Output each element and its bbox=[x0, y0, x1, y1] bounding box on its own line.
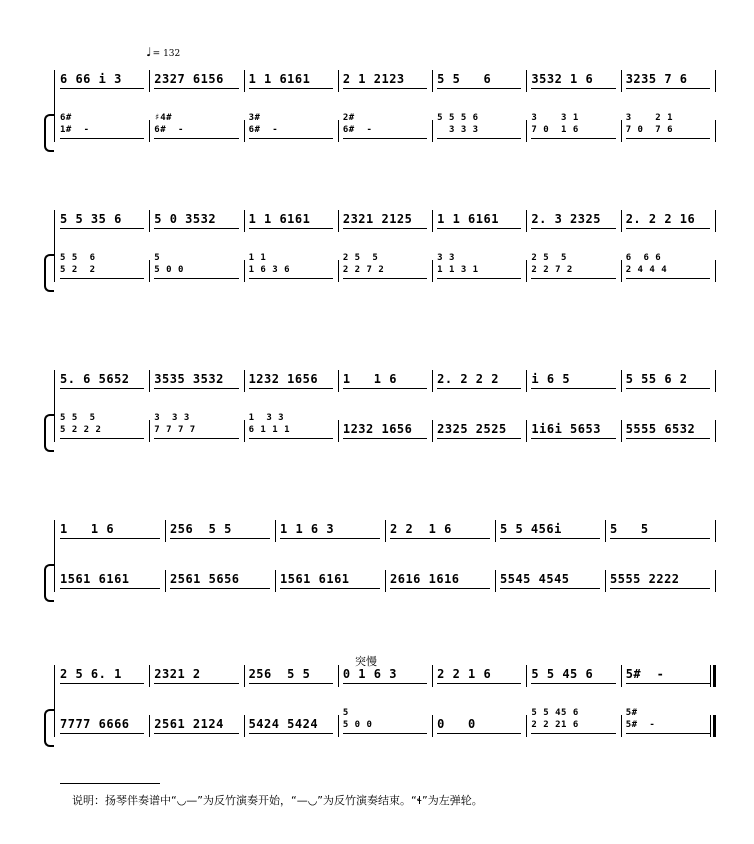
measure-notes: 1 1 6161 bbox=[248, 72, 311, 86]
barline bbox=[715, 70, 716, 92]
measure bbox=[433, 253, 527, 282]
beam-underline bbox=[280, 538, 380, 539]
beam-underline bbox=[154, 388, 238, 389]
system-barline bbox=[54, 665, 55, 737]
measure-notes: 3 3 1 1 3 1 bbox=[437, 253, 479, 275]
measure bbox=[150, 70, 244, 92]
measure-notes: 1 1 6 bbox=[60, 522, 115, 536]
beam-underline bbox=[343, 733, 427, 734]
beam-underline bbox=[249, 683, 333, 684]
measure bbox=[433, 113, 527, 142]
score-system bbox=[0, 665, 754, 749]
measure-notes: 5 5 6 bbox=[437, 72, 492, 86]
measure bbox=[56, 570, 166, 592]
measure-notes: 0 0 bbox=[437, 717, 476, 731]
measure-notes: 1 3 3 6 1 1 1 bbox=[248, 413, 290, 435]
beam-underline bbox=[343, 138, 427, 139]
measure bbox=[606, 520, 716, 542]
measure-notes: 2321 2 bbox=[154, 667, 201, 681]
measure-notes: 5555 6532 bbox=[625, 422, 696, 436]
measure-notes: 5 5 6 5 2 2 bbox=[60, 253, 96, 275]
measure-notes: 2 2 1 6 bbox=[437, 667, 492, 681]
measure-notes: 2 1 2123 bbox=[342, 72, 405, 86]
measure-notes: 1 1 6 3 bbox=[280, 522, 335, 536]
measure-notes: 1 1 1 6 3 6 bbox=[248, 253, 290, 275]
barline bbox=[715, 420, 716, 442]
measure bbox=[622, 420, 716, 442]
beam-underline bbox=[437, 228, 521, 229]
measure bbox=[527, 253, 621, 282]
accompaniment-line bbox=[56, 570, 716, 592]
beam-underline bbox=[60, 138, 144, 139]
beam-underline bbox=[280, 588, 380, 589]
beam-underline bbox=[249, 438, 333, 439]
beam-underline bbox=[390, 588, 490, 589]
measure-notes: 3# 6# - bbox=[248, 113, 279, 135]
barline bbox=[715, 210, 716, 232]
tempo-value: = 132 bbox=[152, 49, 181, 59]
beam-underline bbox=[626, 438, 710, 439]
measure bbox=[56, 210, 150, 232]
measure-notes: 1 1 6161 bbox=[437, 212, 499, 226]
beam-underline bbox=[154, 228, 238, 229]
measure bbox=[527, 113, 621, 142]
beam-underline bbox=[249, 138, 333, 139]
beam-underline bbox=[531, 228, 615, 229]
measure-notes: 5 5 45 6 bbox=[531, 667, 594, 681]
beam-underline bbox=[249, 88, 333, 89]
melody-line bbox=[56, 665, 716, 687]
measure-notes: 2. 2 2 16 bbox=[625, 212, 696, 226]
quarter-note-icon: ♩ bbox=[146, 45, 152, 59]
beam-underline bbox=[437, 683, 521, 684]
measure-notes: 5. 6 5652 bbox=[60, 372, 130, 386]
measure bbox=[339, 665, 433, 687]
beam-underline bbox=[60, 278, 144, 279]
beam-underline bbox=[60, 228, 144, 229]
beam-underline bbox=[60, 588, 160, 589]
measure bbox=[150, 253, 244, 282]
measure bbox=[496, 570, 606, 592]
measure bbox=[56, 253, 150, 282]
beam-underline bbox=[531, 388, 615, 389]
measure-notes: 3 3 1 7 0 1 6 bbox=[531, 113, 579, 135]
beam-underline bbox=[626, 228, 710, 229]
measure-notes: 256 5 5 bbox=[170, 522, 232, 536]
measure bbox=[56, 413, 150, 442]
measure-notes: 2 5 5 2 2 7 2 bbox=[342, 253, 385, 275]
beam-underline bbox=[60, 388, 144, 389]
measure-notes: 2. 2 2 2 bbox=[437, 372, 499, 386]
measure-notes: 5# - bbox=[625, 667, 665, 681]
measure bbox=[56, 370, 150, 392]
measure bbox=[527, 708, 621, 737]
measure-notes: 2327 6156 bbox=[154, 72, 224, 86]
measure bbox=[622, 665, 716, 687]
beam-underline bbox=[343, 438, 427, 439]
barline bbox=[713, 665, 716, 687]
measure-notes: 5 5 35 6 bbox=[60, 212, 122, 226]
beam-underline bbox=[437, 138, 521, 139]
measure-notes: 5424 5424 bbox=[248, 717, 319, 731]
measure-notes: 2 5 6. 1 bbox=[60, 667, 122, 681]
melody-line bbox=[56, 70, 716, 92]
measure-notes: 5 5 5 5 2 2 2 bbox=[60, 413, 102, 435]
beam-underline bbox=[170, 538, 270, 539]
accompaniment-line bbox=[56, 113, 716, 142]
barline bbox=[715, 370, 716, 392]
measure bbox=[166, 570, 276, 592]
measure bbox=[150, 210, 244, 232]
beam-underline bbox=[60, 438, 144, 439]
measure bbox=[56, 520, 166, 542]
barline bbox=[715, 120, 716, 142]
beam-underline bbox=[154, 88, 238, 89]
measure bbox=[339, 708, 433, 737]
system-barline bbox=[54, 70, 55, 142]
measure-notes: 5555 2222 bbox=[610, 572, 680, 586]
measure-notes: 1232 1656 bbox=[248, 372, 319, 386]
staff-bracket bbox=[44, 414, 54, 452]
measure-notes: 3 3 3 7 7 7 7 bbox=[154, 413, 196, 435]
beam-underline bbox=[500, 538, 600, 539]
measure-notes: 5 0 3532 bbox=[154, 212, 217, 226]
beam-underline bbox=[626, 278, 710, 279]
measure-notes: 6 66 i 3 bbox=[60, 72, 122, 86]
measure bbox=[245, 210, 339, 232]
measure-notes: 5 5 456i bbox=[500, 522, 562, 536]
score-system bbox=[0, 70, 754, 154]
system-barline bbox=[54, 520, 55, 592]
score-system bbox=[0, 210, 754, 294]
footnote-rule bbox=[60, 783, 160, 784]
beam-underline bbox=[531, 88, 615, 89]
system-barline bbox=[54, 370, 55, 442]
beam-underline bbox=[154, 138, 238, 139]
beam-underline bbox=[626, 683, 710, 684]
beam-underline bbox=[343, 278, 427, 279]
measure bbox=[433, 370, 527, 392]
measure-notes: 2325 2525 bbox=[437, 422, 507, 436]
beam-underline bbox=[437, 733, 521, 734]
measure-notes: 6# 1# - bbox=[60, 113, 90, 135]
barline bbox=[715, 520, 716, 542]
beam-underline bbox=[249, 733, 333, 734]
measure-notes: 1 1 6161 bbox=[248, 212, 311, 226]
measure-notes: 5# 5# - bbox=[625, 708, 656, 730]
measure bbox=[527, 370, 621, 392]
beam-underline bbox=[343, 228, 427, 229]
measure bbox=[56, 70, 150, 92]
beam-underline bbox=[610, 538, 710, 539]
beam-underline bbox=[531, 138, 615, 139]
measure bbox=[527, 70, 621, 92]
measure bbox=[622, 70, 716, 92]
beam-underline bbox=[437, 438, 521, 439]
measure-notes: 2. 3 2325 bbox=[531, 212, 601, 226]
beam-underline bbox=[249, 278, 333, 279]
measure-notes: 2 5 5 2 2 7 2 bbox=[531, 253, 573, 275]
accompaniment-line bbox=[56, 708, 716, 737]
staff-bracket bbox=[44, 254, 54, 292]
beam-underline bbox=[60, 683, 144, 684]
measure-notes: 5 5 bbox=[610, 522, 649, 536]
measure-notes: 1 1 6 bbox=[342, 372, 397, 386]
tempo-marking bbox=[146, 45, 180, 59]
melody-line bbox=[56, 520, 716, 542]
measure bbox=[622, 113, 716, 142]
measure-notes: 3535 3532 bbox=[154, 372, 224, 386]
beam-underline bbox=[249, 388, 333, 389]
barline bbox=[713, 715, 716, 737]
measure bbox=[150, 370, 244, 392]
measure bbox=[245, 70, 339, 92]
beam-underline bbox=[343, 88, 427, 89]
measure bbox=[245, 253, 339, 282]
beam-underline bbox=[626, 733, 710, 734]
measure-notes: 5 5 45 6 2 2 21 6 bbox=[531, 708, 579, 730]
beam-underline bbox=[531, 438, 615, 439]
beam-underline bbox=[390, 538, 490, 539]
staff-bracket bbox=[44, 114, 54, 152]
measure bbox=[245, 665, 339, 687]
measure-notes: 2# 6# - bbox=[342, 113, 373, 135]
measure-notes: 5 5 0 0 bbox=[154, 253, 184, 275]
measure bbox=[245, 413, 339, 442]
measure-notes: 2 2 1 6 bbox=[390, 522, 452, 536]
measure bbox=[245, 370, 339, 392]
beam-underline bbox=[343, 683, 427, 684]
beam-underline bbox=[531, 683, 615, 684]
measure bbox=[166, 520, 276, 542]
measure-notes: 5 5 5 6 3 3 3 bbox=[437, 113, 479, 135]
beam-underline bbox=[249, 228, 333, 229]
measure bbox=[245, 715, 339, 737]
measure-notes: ♯4# 6# - bbox=[154, 113, 184, 135]
measure bbox=[622, 708, 716, 737]
measure bbox=[622, 253, 716, 282]
beam-underline bbox=[626, 388, 710, 389]
staff-bracket bbox=[44, 564, 54, 602]
barline bbox=[715, 260, 716, 282]
measure-notes: 1i6i 5653 bbox=[531, 422, 601, 436]
measure bbox=[433, 70, 527, 92]
beam-underline bbox=[437, 388, 521, 389]
beam-underline bbox=[437, 88, 521, 89]
beam-underline bbox=[343, 388, 427, 389]
beam-underline bbox=[500, 588, 600, 589]
measure bbox=[433, 665, 527, 687]
measure-notes: 3 2 1 7 0 7 6 bbox=[625, 113, 674, 135]
measure bbox=[276, 570, 386, 592]
measure bbox=[606, 570, 716, 592]
beam-underline bbox=[610, 588, 710, 589]
measure bbox=[527, 665, 621, 687]
beam-underline bbox=[531, 733, 615, 734]
measure bbox=[150, 113, 244, 142]
measure bbox=[245, 113, 339, 142]
measure bbox=[433, 210, 527, 232]
measure bbox=[339, 370, 433, 392]
score-system bbox=[0, 520, 754, 604]
measure-notes: 5545 4545 bbox=[500, 572, 570, 586]
beam-underline bbox=[154, 683, 238, 684]
measure bbox=[150, 413, 244, 442]
measure-notes: 5 55 6 2 bbox=[625, 372, 688, 386]
measure-notes: 6 6 6 2 4 4 4 bbox=[625, 253, 668, 275]
measure-notes: i 6 5 bbox=[531, 372, 571, 386]
measure-notes: 2616 1616 bbox=[390, 572, 460, 586]
beam-underline bbox=[154, 438, 238, 439]
accompaniment-line bbox=[56, 253, 716, 282]
measure bbox=[339, 253, 433, 282]
measure bbox=[339, 70, 433, 92]
measure bbox=[339, 420, 433, 442]
barline bbox=[715, 570, 716, 592]
measure bbox=[150, 715, 244, 737]
measure-notes: 256 5 5 bbox=[248, 667, 311, 681]
measure bbox=[433, 420, 527, 442]
measure-notes: 1561 6161 bbox=[280, 572, 350, 586]
measure-notes: 3532 1 6 bbox=[531, 72, 594, 86]
measure-notes: 5 5 0 0 bbox=[342, 708, 373, 730]
measure-notes: 7777 6666 bbox=[60, 717, 130, 731]
melody-line bbox=[56, 370, 716, 392]
beam-underline bbox=[626, 88, 710, 89]
measure bbox=[339, 113, 433, 142]
measure-notes: 1561 6161 bbox=[60, 572, 130, 586]
beam-underline bbox=[60, 733, 144, 734]
measure bbox=[386, 570, 496, 592]
measure bbox=[276, 520, 386, 542]
beam-underline bbox=[437, 278, 521, 279]
beam-underline bbox=[531, 278, 615, 279]
beam-underline bbox=[154, 278, 238, 279]
measure bbox=[56, 113, 150, 142]
measure bbox=[150, 665, 244, 687]
measure-notes: 1232 1656 bbox=[342, 422, 413, 436]
measure bbox=[622, 210, 716, 232]
footnote-text: 说明：扬琴伴奏谱中“◡—”为反竹演奏开始，“—◡”为反竹演奏结束。“ɬ”为左弹轮。 bbox=[72, 794, 483, 807]
measure bbox=[339, 210, 433, 232]
measure-notes: 0 1 6 3 bbox=[342, 667, 397, 681]
sudden-slow-mark: 突慢 bbox=[355, 655, 377, 668]
measure bbox=[496, 520, 606, 542]
measure bbox=[56, 665, 150, 687]
measure-notes: 2561 5656 bbox=[170, 572, 240, 586]
staff-bracket bbox=[44, 709, 54, 747]
beam-underline bbox=[626, 138, 710, 139]
system-barline bbox=[54, 210, 55, 282]
beam-underline bbox=[154, 733, 238, 734]
measure bbox=[527, 420, 621, 442]
measure bbox=[56, 715, 150, 737]
beam-underline bbox=[60, 538, 160, 539]
score-system bbox=[0, 370, 754, 454]
measure bbox=[622, 370, 716, 392]
melody-line bbox=[56, 210, 716, 232]
measure bbox=[433, 715, 527, 737]
accompaniment-line bbox=[56, 413, 716, 442]
measure bbox=[527, 210, 621, 232]
measure-notes: 2561 2124 bbox=[154, 717, 224, 731]
measure bbox=[386, 520, 496, 542]
beam-underline bbox=[60, 88, 144, 89]
measure-notes: 3235 7 6 bbox=[625, 72, 688, 86]
measure-notes: 2321 2125 bbox=[342, 212, 413, 226]
beam-underline bbox=[170, 588, 270, 589]
